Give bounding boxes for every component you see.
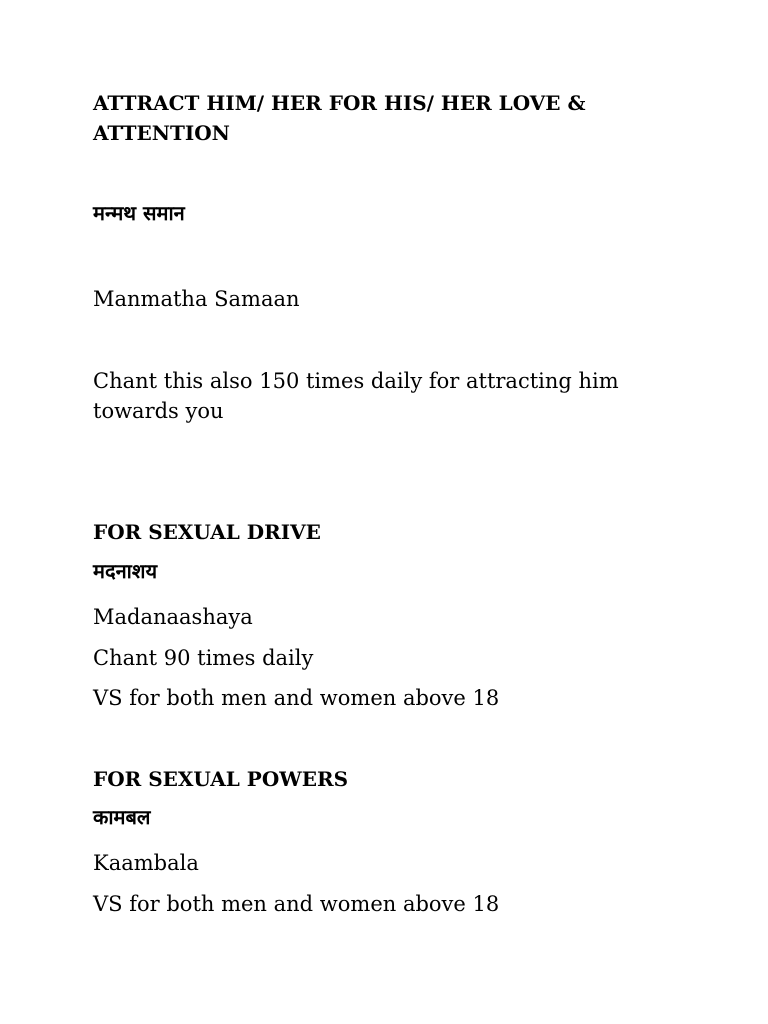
section3-note: VS for both men and women above 18 — [93, 892, 500, 916]
section2-transliteration: Madanaashaya — [93, 605, 253, 629]
section3-heading: FOR SEXUAL POWERS — [93, 767, 349, 791]
section2-note: VS for both men and women above 18 — [93, 686, 500, 710]
section1-heading-line1: ATTRACT HIM/ HER FOR HIS/ HER LOVE & — [93, 91, 586, 115]
section2-heading: FOR SEXUAL DRIVE — [93, 520, 321, 544]
section3-transliteration: Kaambala — [93, 851, 199, 875]
section1-devanagari: मन्मथ समान — [93, 201, 185, 225]
section1-heading-line2: ATTENTION — [93, 121, 230, 145]
section2-devanagari: मदनाशय — [93, 559, 158, 583]
section1-transliteration: Manmatha Samaan — [93, 287, 300, 311]
section1-instruction-line2: towards you — [93, 399, 224, 423]
section3-devanagari: कामबल — [93, 805, 151, 829]
section2-instruction: Chant 90 times daily — [93, 646, 314, 670]
section1-instruction-line1: Chant this also 150 times daily for attracting him — [93, 369, 619, 393]
